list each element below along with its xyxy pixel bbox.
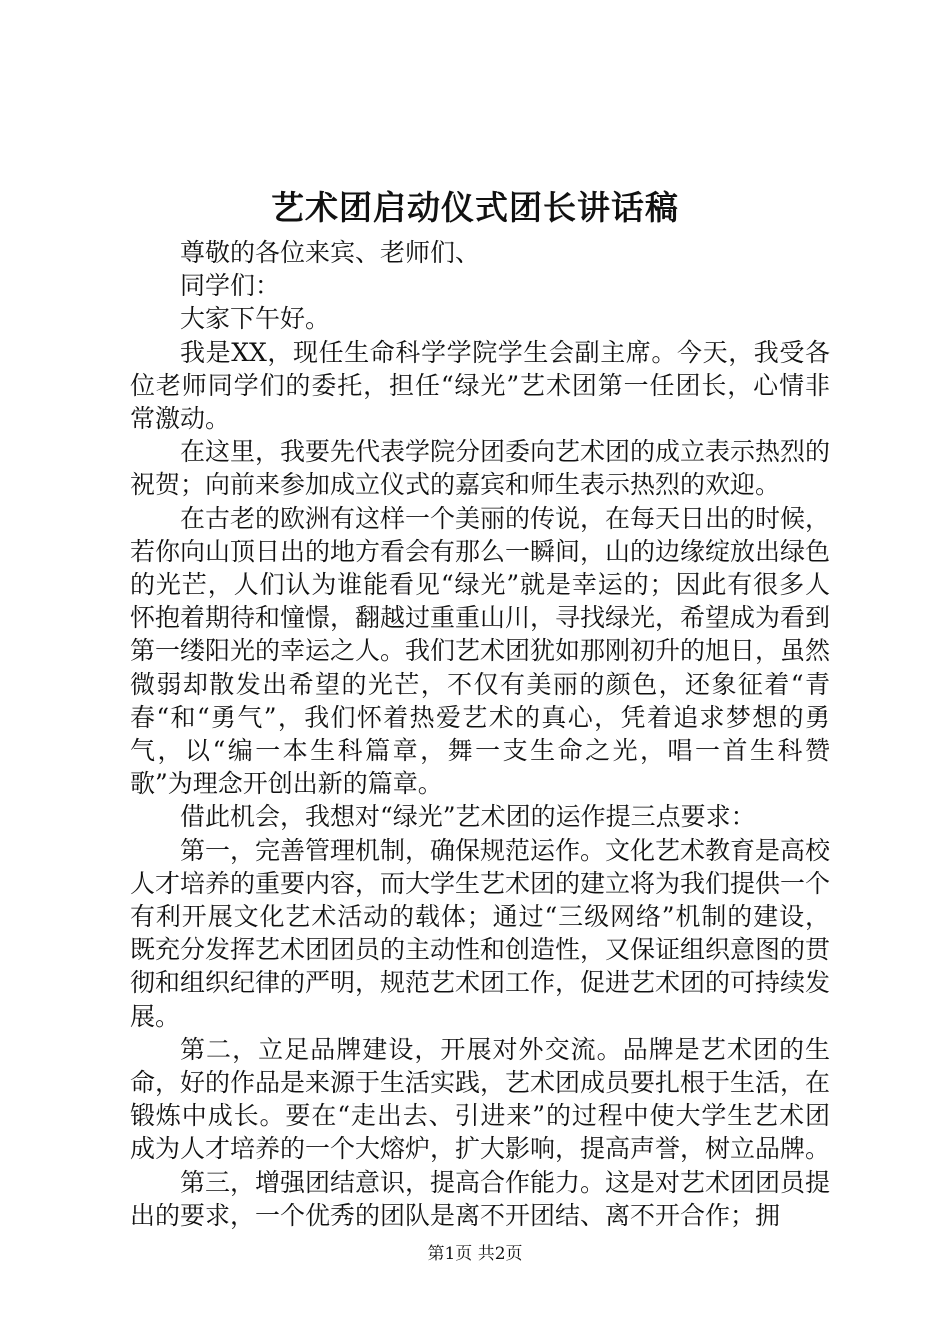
paragraph-green-light-legend: 在古老的欧洲有这样一个美丽的传说，在每天日出的时候，若你向山顶日出的地方看会有那么一瞬间，山的边缘绽放出绿色的光芒，人们认为谁能看见“绿光”就是幸运的；因此有很多人怀抱着期待和憧憬，翻越过重重山川，寻找绿光，希望成为看到第一缕阳光的幸运之人。我们艺术团犹如那刚初升的旭日，虽然微弱却散发出希望的光芒，不仅有美丽的颜色，还象征着“青春“和“勇气”，我们怀着热爱艺术的真心，凭着追求梦想的勇气，以“编一本生科篇章，舞一支生命之光，唱一首生科赞歌”为理念开创出新的篇章。 bbox=[130, 503, 831, 799]
document-body bbox=[130, 236, 830, 1232]
paragraph-congratulation: 在这里，我要先代表学院分团委向艺术团的成立表示热烈的祝贺；向前来参加成立仪式的嘉宾和师生表示热烈的欢迎。 bbox=[130, 437, 831, 500]
paragraph-requirement-1: 第一，完善管理机制，确保规范运作。文化艺术教育是高校人才培养的重要内容，而大学生艺术团的建立将为我们提供一个有利开展文化艺术活动的载体；通过“三级网络”机制的建设，既充分发挥艺术团团员的主动性和创造性，又保证组织意图的贯彻和组织纪律的严明，规范艺术团工作，促进艺术团的可持续发展。 bbox=[130, 835, 831, 1031]
paragraph-salutation-2: 同学们： bbox=[180, 271, 281, 301]
paragraph-requirement-3: 第三，增强团结意识，提高合作能力。这是对艺术团团员提出的要求，一个优秀的团队是离不开团结、离不开合作；拥 bbox=[130, 1167, 831, 1230]
paragraph-requirements-intro: 借此机会，我想对“绿光”艺术团的运作提三点要求： bbox=[180, 802, 756, 832]
paragraph-greeting: 大家下午好。 bbox=[180, 304, 331, 334]
paragraph-requirement-2: 第二，立足品牌建设，开展对外交流。品牌是艺术团的生命，好的作品是来源于生活实践，艺术团成员要扎根于生活，在锻炼中成长。要在“走出去、引进来”的过程中使大学生艺术团成为人才培养的一个大熔炉，扩大影响，提高声誉，树立品牌。 bbox=[130, 1034, 831, 1164]
paragraph-introduction: 我是XX，现任生命科学学院学生会副主席。今天，我受各位老师同学们的委托，担任“绿光”艺术团第一任团长，心情非常激动。 bbox=[130, 337, 830, 434]
page-number-footer: 第1页 共2页 bbox=[427, 1244, 523, 1264]
document-title: 艺术团启动仪式团长讲话稿 bbox=[271, 188, 679, 227]
paragraph-salutation-1: 尊敬的各位来宾、老师们、 bbox=[180, 238, 481, 267]
